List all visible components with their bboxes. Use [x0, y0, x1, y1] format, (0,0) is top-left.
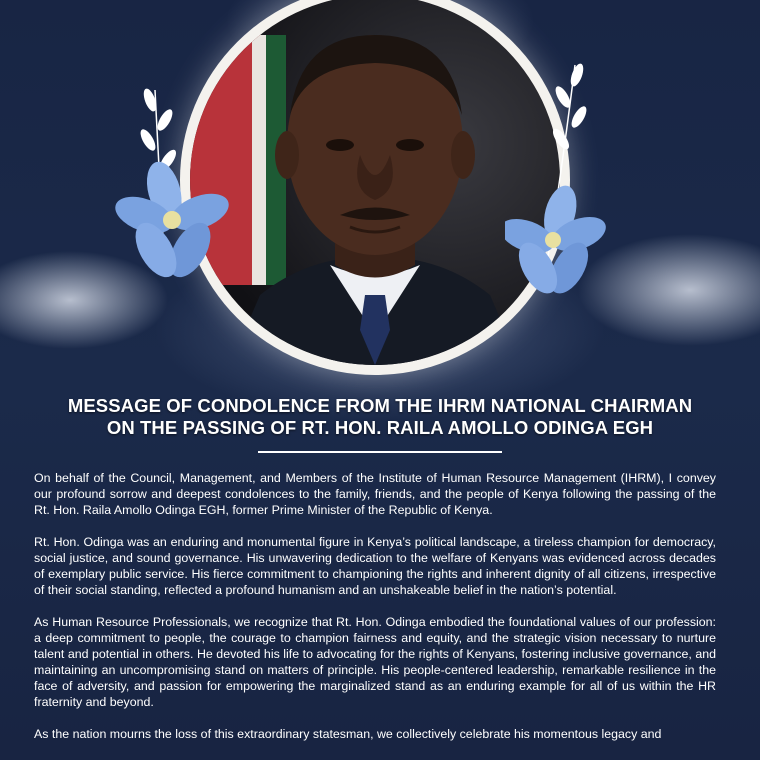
message-body: [34, 470, 716, 758]
left-ear: [275, 131, 299, 179]
title-line-1: MESSAGE OF CONDOLENCE FROM THE IHRM NATIONAL CHAIRMAN: [67, 395, 693, 416]
title-line-2: ON THE PASSING OF RT. HON. RAILA AMOLLO ODINGA EGH: [106, 417, 654, 438]
paragraph-1: On behalf of the Council, Management, and Members of the Institute of Human Resource Management (IHRM), I convey our profound sorrow and deepest condolences to the family, friends, and the people of Kenya following the passing of the Rt. Hon. Raila Amollo Odinga EGH, former Prime Minister of the Republic of Kenya.: [34, 471, 716, 517]
left-flower-sprig-icon: [110, 70, 230, 290]
right-eye: [396, 139, 424, 151]
page-title: [0, 395, 760, 439]
flag-white-stripe: [252, 35, 266, 285]
title-divider: [258, 451, 502, 453]
paragraph-2: Rt. Hon. Odinga was an enduring and monumental figure in Kenya’s political landscape, a tireless champion for democracy, social justice, and sound governance. His unwavering dedication to the welfare of Kenyans was evidenced across decades of exemplary public service. His fierce commitment to championing the rights and inherent dignity of all citizens, irrespective of their social standing, reflected a profound humanism and an unshakeable belief in the nation’s potential.: [34, 535, 716, 597]
left-eye: [326, 139, 354, 151]
right-flower-sprig-icon: [505, 55, 625, 295]
paragraph-4: As the nation mourns the loss of this extraordinary statesman, we collectively celebrate his momentous legacy and: [34, 727, 662, 741]
paragraph-3: As Human Resource Professionals, we recognize that Rt. Hon. Odinga embodied the foundational values of our profession: a deep commitment to people, the courage to champion fairness and equity, and the strategic vision necessary to nurture talent and potential in others. He devoted his life to advocating for the rights of Kenyans, fostering inclusive governance, and maintaining an uncompromising stand on matters of principle. His people-centered leadership, remarkable resilience in the face of adversity, and passion for empowering the marginalized stand as an enduring example for all of us within the HR fraternity and beyond.: [34, 615, 716, 709]
right-ear: [451, 131, 475, 179]
